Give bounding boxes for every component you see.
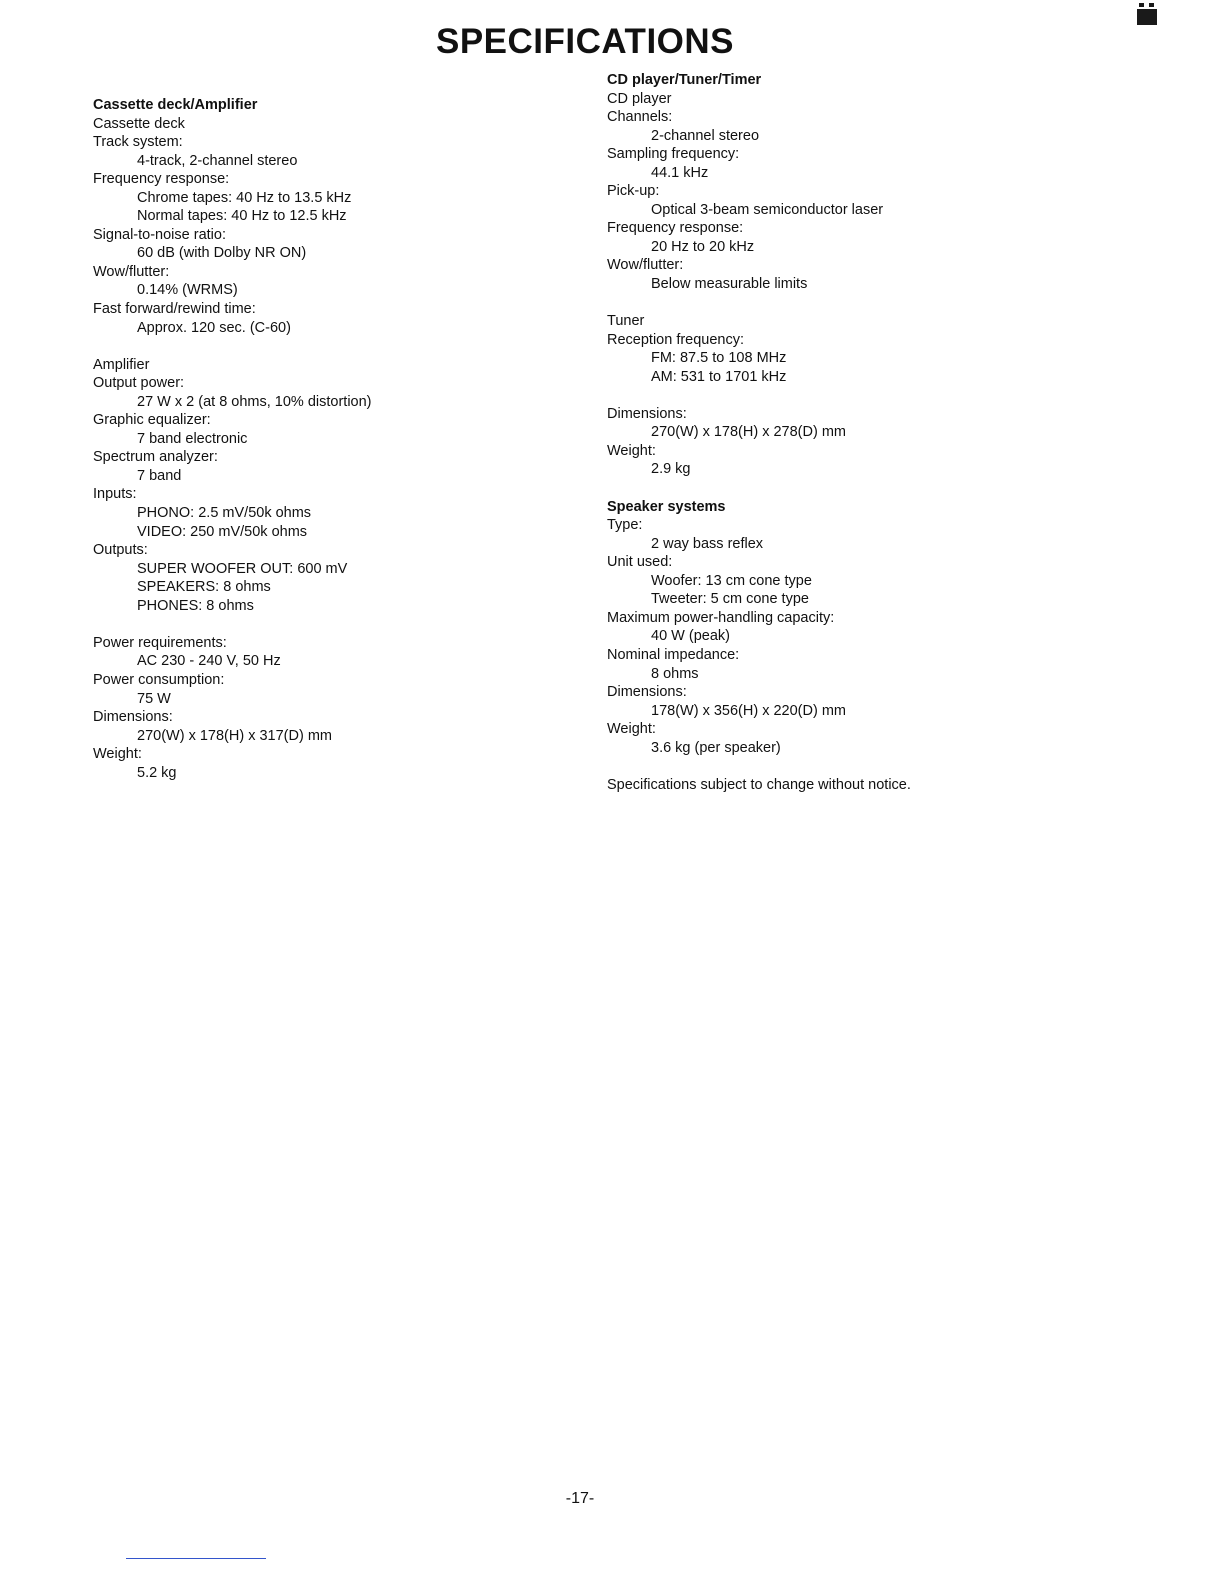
spec-label: Dimensions: [607,405,687,422]
spec-value: 5.2 kg [137,764,177,781]
spec-value: Approx. 120 sec. (C-60) [137,319,291,336]
section-heading: CD player/Tuner/Timer [607,72,762,88]
spec-label: Reception frequency: [607,331,745,348]
spacer [607,757,911,776]
section-heading: Speaker systems [607,498,726,515]
corner-mark-tick [1149,3,1154,7]
spec-value: 60 dB (with Dolby NR ON) [137,245,307,262]
spec-label: Output power: [93,375,185,392]
spec-label: Fast forward/rewind time: [93,301,256,318]
section-heading: Cassette deck/Amplifier [93,97,258,113]
spec-value: 44.1 kHz [651,164,709,181]
spec-label: Wow/flutter: [607,257,684,274]
spec-value: 3.6 kg (per speaker) [651,739,781,756]
spec-label: Specifications subject to change without notice. [607,776,911,793]
spec-value: Below measurable limits [651,276,808,293]
spec-label: Dimensions: [93,709,173,726]
spec-label: Track system: [93,134,183,151]
spec-value: 270(W) x 178(H) x 317(D) mm [137,727,332,744]
spec-label: Sampling frequency: [607,146,740,163]
spec-value: FM: 87.5 to 108 MHz [651,350,787,367]
spec-value: PHONO: 2.5 mV/50k ohms [137,505,312,522]
spec-label: Signal-to-noise ratio: [93,226,226,243]
spacer [607,479,911,498]
spec-value: 2.9 kg [651,461,691,478]
spec-label: Frequency response: [607,220,744,237]
spec-value: 2-channel stereo [651,127,760,144]
spec-label: Maximum power-handling capacity: [607,609,835,626]
spec-value: VIDEO: 250 mV/50k ohms [137,523,308,540]
spec-label: Wow/flutter: [93,263,170,280]
spec-label: Amplifier [93,356,150,373]
spec-value: 75 W [137,690,171,707]
spec-value: Woofer: 13 cm cone type [651,572,812,589]
spec-label: Tuner [607,313,645,330]
spec-value: 270(W) x 178(H) x 278(D) mm [651,424,846,441]
spec-value: AM: 531 to 1701 kHz [651,368,787,385]
spec-label: Frequency response: [93,171,230,188]
spec-label: Cassette deck [93,115,185,132]
spec-value: 4-track, 2-channel stereo [137,152,298,169]
spec-label: Inputs: [93,486,137,503]
spec-value: Normal tapes: 40 Hz to 12.5 kHz [137,208,347,225]
spec-label: Spectrum analyzer: [93,449,218,466]
spec-value: 20 Hz to 20 kHz [651,238,755,255]
spec-value: Tweeter: 5 cm cone type [651,591,809,608]
page-title: SPECIFICATIONS [435,22,735,61]
spacer [93,615,372,634]
spec-label: Type: [607,517,643,534]
spec-value: Chrome tapes: 40 Hz to 13.5 kHz [137,189,352,206]
spec-label: Channels: [607,109,673,126]
spec-label: Nominal impedance: [607,646,740,663]
corner-mark-block [1137,9,1157,25]
spec-value: 2 way bass reflex [651,535,764,552]
spacer [607,386,911,405]
bottom-rule [126,1558,266,1559]
spec-label: Weight: [607,721,656,738]
spec-value: Optical 3-beam semiconductor laser [651,201,884,218]
spec-value: 27 W x 2 (at 8 ohms, 10% distortion) [137,393,372,410]
spec-column-left [93,96,372,782]
spacer [607,294,911,313]
spec-label: Power consumption: [93,671,225,688]
spec-label: Weight: [93,746,142,763]
spec-value: SUPER WOOFER OUT: 600 mV [137,560,348,577]
spec-value: SPEAKERS: 8 ohms [137,579,271,596]
spec-label: Pick-up: [607,183,660,200]
spec-value: PHONES: 8 ohms [137,597,254,614]
spacer [93,337,372,356]
spec-value: 7 band electronic [137,430,248,447]
spec-value: 178(W) x 356(H) x 220(D) mm [651,702,846,719]
corner-mark-tick [1139,3,1144,7]
spec-label: Power requirements: [93,634,227,651]
spec-label: Dimensions: [607,684,687,701]
spec-value: 40 W (peak) [651,628,730,645]
spec-label: CD player [607,90,672,107]
spec-value: 0.14% (WRMS) [137,282,238,299]
spec-label: Unit used: [607,554,673,571]
page-number: -17- [565,1490,595,1507]
spec-value: 8 ohms [651,665,699,682]
spec-label: Graphic equalizer: [93,412,211,429]
spec-label: Weight: [607,442,656,459]
spec-label: Outputs: [93,542,148,559]
spec-value: 7 band [137,467,182,484]
spec-value: AC 230 - 240 V, 50 Hz [137,653,281,670]
corner-mark [1137,3,1157,25]
spec-column-right [607,71,911,794]
